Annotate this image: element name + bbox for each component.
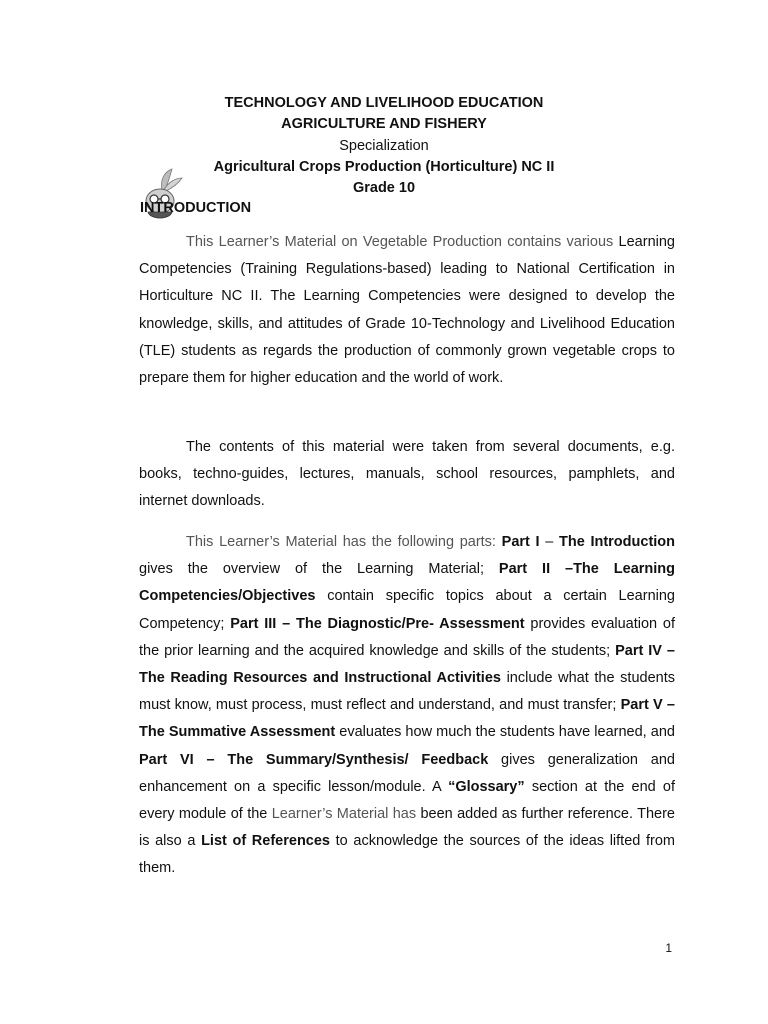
p1-text-b: Learning Competencies (Training Regulations-based) leading to National Certification in Horticulture NC II. The Learning Competencies were designed to develop the knowledge, skills, and attitudes of Grade 10-Technology and Livelihood Education (TLE) students as regards the production of commonly grown vegetable crops to prepare them for higher education and the world of work. — [139, 234, 675, 387]
p3-s6: include what the students must know, must process, must reflect and understand, and must transfer; — [139, 670, 675, 714]
p3-s10: Learner’s Material has — [271, 806, 417, 823]
p3-b7: Part VI – The Summary/Synthesis/ Feedback — [139, 751, 489, 768]
p3-s5: provides evaluation of the prior learning and the acquired knowledge and skills of the students; — [139, 615, 675, 659]
paragraph-2 — [139, 434, 675, 516]
header-grade: Grade 10 — [352, 180, 416, 196]
paragraph-3 — [139, 529, 675, 883]
p3-s3: gives the overview of the Learning Material; — [139, 561, 499, 578]
p3-b5: Part IV – The Reading Resources and Instructional Activities — [139, 642, 675, 687]
p3-s8: gives generalization and enhancement on a specific lesson/module. A — [139, 751, 675, 795]
p3-b1: Part I — [501, 534, 540, 550]
paragraph-1 — [139, 229, 675, 392]
p3-b3: Part II –The Learning Competencies/Objectives — [139, 561, 676, 605]
p1-text-a: This Learner’s Material on Vegetable Production contains various — [186, 234, 614, 250]
p3-s1: This Learner’s Material has the following parts: — [186, 534, 496, 550]
header-course: Agricultural Crops Production (Horticulture) NC II — [213, 159, 555, 175]
header-specialization: Specialization — [339, 138, 429, 154]
introduction-heading: INTRODUCTION — [140, 200, 252, 216]
p3-s12: to acknowledge the sources of the ideas lifted from them. — [139, 833, 675, 877]
p3-s4: contain specific topics about a certain Learning Competency; — [139, 588, 675, 632]
p3-s7: evaluates how much the students have learned, and — [335, 724, 675, 741]
p3-b9: List of References — [201, 833, 330, 850]
p3-s2: – — [539, 534, 559, 550]
p3-b8: “Glossary” — [448, 778, 525, 795]
page-number: 1 — [665, 941, 672, 955]
p2-text: The contents of this material were taken from several documents, e.g. books, techno-guides, lectures, manuals, school resources, pamphlets, and internet downloads. — [139, 439, 675, 510]
p3-s9: section at the end of every module of the — [139, 778, 675, 823]
header-title: TECHNOLOGY AND LIVELIHOOD EDUCATION — [224, 95, 544, 111]
p3-b6: Part V –The Summative Assessment — [139, 697, 675, 741]
p3-b4: Part III – The Diagnostic/Pre- Assessment — [230, 615, 525, 632]
p3-s11: been added as further reference. There is also a — [139, 806, 675, 850]
header-subtitle: AGRICULTURE AND FISHERY — [281, 116, 487, 132]
p3-b2: The Introduction — [559, 534, 676, 550]
